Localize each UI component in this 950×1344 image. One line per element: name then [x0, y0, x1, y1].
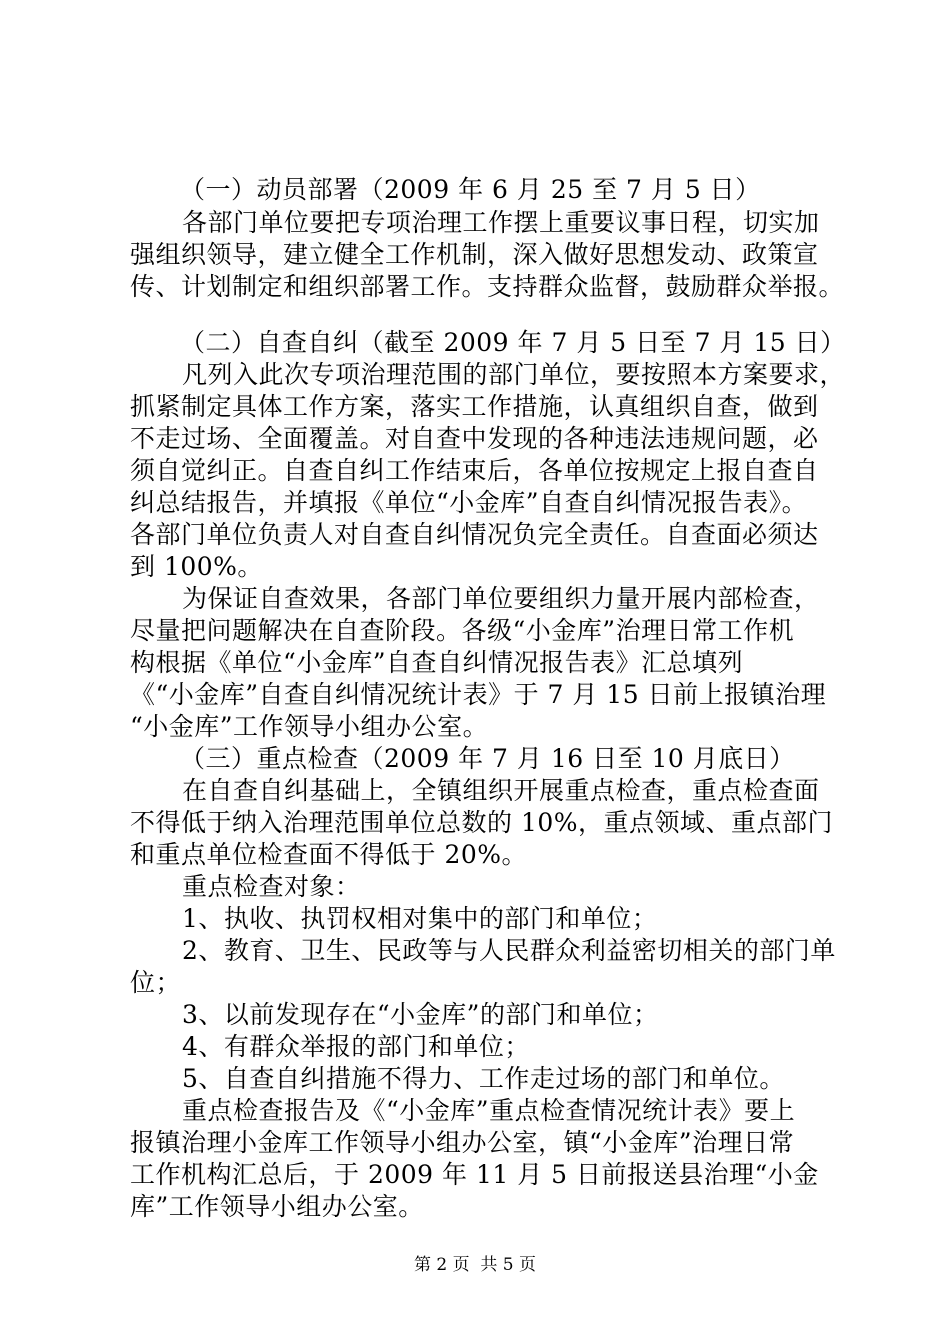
paragraph-line: 凡列入此次专项治理范围的部门单位，要按照本方案要求， — [182, 360, 846, 389]
section-heading-key-inspection: （三）重点检查（2009 年 7 月 16 日至 10 月底日） — [180, 744, 795, 773]
paragraph-line: 尽量把问题解决在自查阶段。各级“小金库”治理日常工作机 — [130, 616, 795, 645]
paragraph-line: 构根据《单位“小金库”自查自纠情况报告表》汇总填列 — [130, 648, 744, 677]
paragraph-line: 重点检查对象： — [182, 872, 361, 901]
paragraph-line: 强组织领导，建立健全工作机制，深入做好思想发动、政策宣 — [130, 240, 819, 269]
paragraph-line: 不得低于纳入治理范围单位总数的 10%，重点领域、重点部门 — [130, 808, 834, 837]
paragraph-line: 和重点单位检查面不得低于 20%。 — [130, 840, 528, 869]
list-item: 4、有群众举报的部门和单位； — [182, 1032, 530, 1061]
paragraph-line: 重点检查报告及《“小金库”重点检查情况统计表》要上 — [182, 1096, 796, 1125]
list-item-continuation: 位； — [130, 968, 182, 997]
paragraph-line: 工作机构汇总后，于 2009 年 11 月 5 日前报送县治理“小金 — [130, 1160, 819, 1189]
page-number-footer: 第 2 页 共 5 页 — [413, 1255, 537, 1275]
paragraph-line: 传、计划制定和组织部署工作。支持群众监督，鼓励群众举报。 — [130, 272, 845, 301]
paragraph-line: 须自觉纠正。自查自纠工作结束后，各单位按规定上报自查自 — [130, 456, 819, 485]
paragraph-line: 不走过场、全面覆盖。对自查中发现的各种违法违规问题，必 — [130, 424, 819, 453]
paragraph-line: 各部门单位要把专项治理工作摆上重要议事日程，切实加 — [182, 208, 820, 237]
paragraph-line: 在自查自纠基础上，全镇组织开展重点检查，重点检查面 — [182, 776, 820, 805]
paragraph-line: 纠总结报告，并填报《单位“小金库”自查自纠情况报告表》。 — [130, 488, 808, 517]
paragraph-line: “小金库”工作领导小组办公室。 — [130, 712, 489, 741]
section-heading-self-inspection: （二）自查自纠（截至 2009 年 7 月 5 日至 7 月 15 日） — [180, 328, 846, 357]
section-heading-mobilization: （一）动员部署（2009 年 6 月 25 至 7 月 5 日） — [180, 175, 761, 204]
list-item: 3、以前发现存在“小金库”的部门和单位； — [182, 1000, 659, 1029]
paragraph-line: 抓紧制定具体工作方案，落实工作措施，认真组织自查，做到 — [130, 392, 819, 421]
paragraph-line: 为保证自查效果，各部门单位要组织力量开展内部检查， — [182, 584, 820, 613]
paragraph-line: 各部门单位负责人对自查自纠情况负完全责任。自查面必须达 — [130, 520, 819, 549]
paragraph-line: 库”工作领导小组办公室。 — [130, 1192, 424, 1221]
paragraph-line: 《“小金库”自查自纠情况统计表》于 7 月 15 日前上报镇治理 — [130, 680, 827, 709]
paragraph-line: 报镇治理小金库工作领导小组办公室，镇“小金库”治理日常 — [130, 1128, 795, 1157]
list-item: 5、自查自纠措施不得力、工作走过场的部门和单位。 — [182, 1064, 785, 1093]
paragraph-line: 到 100%。 — [130, 552, 263, 581]
list-item: 2、教育、卫生、民政等与人民群众利益密切相关的部门单 — [182, 936, 836, 965]
list-item: 1、执收、执罚权相对集中的部门和单位； — [182, 904, 658, 933]
